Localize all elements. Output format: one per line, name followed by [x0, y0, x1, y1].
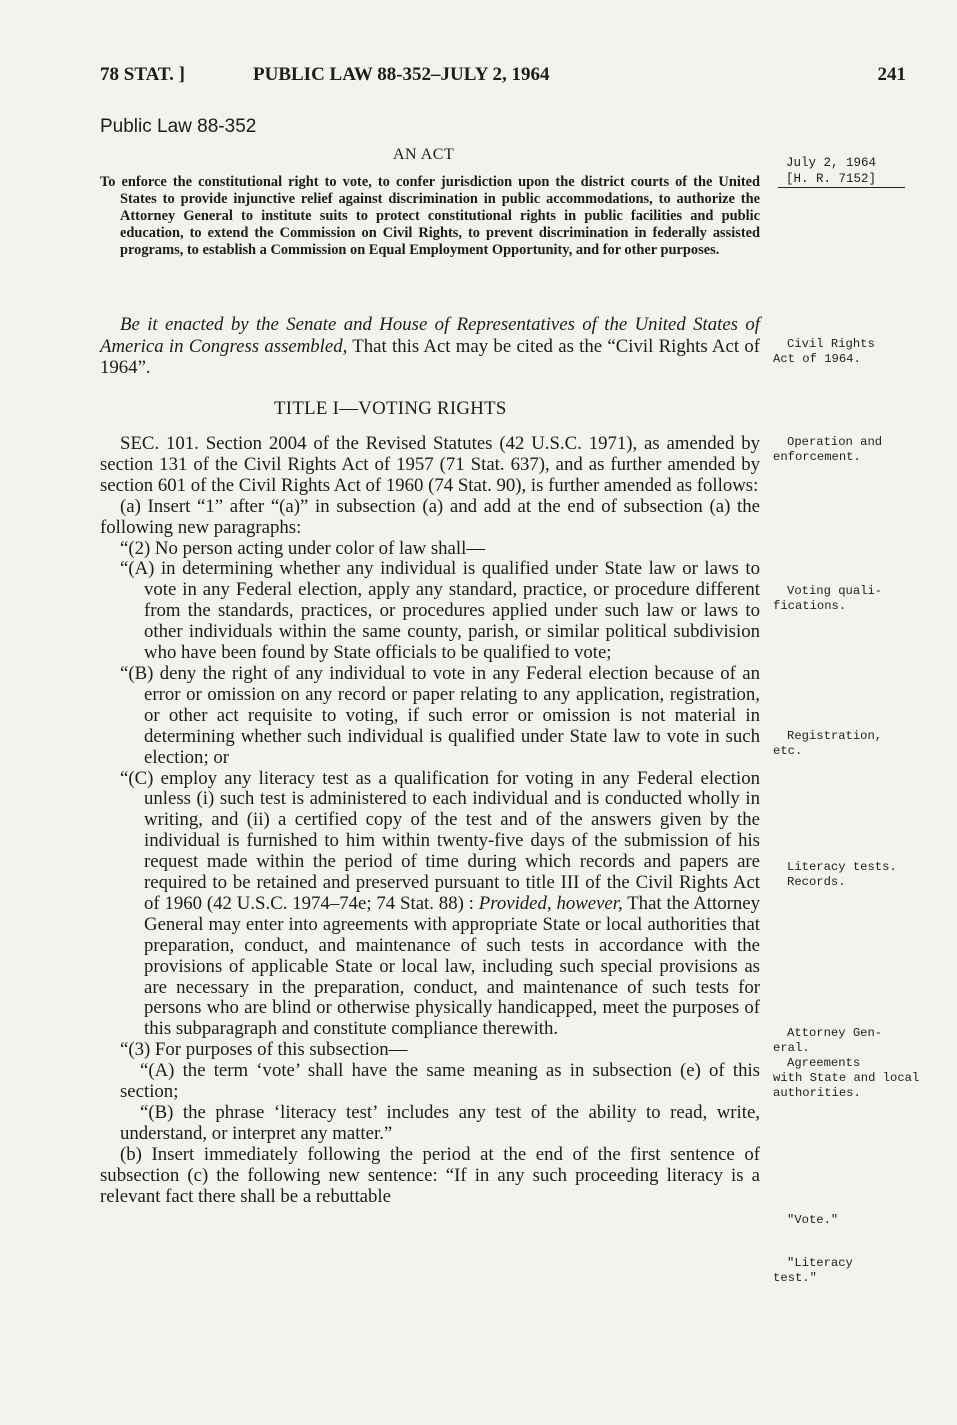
- margin-note-civil-rights: [773, 337, 923, 367]
- paragraph-2b: “(B) deny the right of any individual to vote in any Federal election because of an error or omission on any record or paper relating to any application, registration, or other act requisite to voting, if such error or omission is not material in determining whether such individual is qualified under State law to vote in such election; or: [120, 662, 760, 768]
- margin-note-literacy: [773, 860, 923, 890]
- margin-note-line: Agreements: [787, 1056, 861, 1070]
- paragraph-2a: “(A) in determining whether any individual is qualified under State law or laws to vote in any Federal election, apply any standard, practice, or procedure different from the standards, practices, or procedures applied under such law or laws to other individuals within the same county, parish, or similar political subdivision who have been found by State officials to be qualified to vote;: [120, 558, 760, 664]
- paragraph-2c-start: “(C) employ any literacy test as a qualification for voting in any Federal election unless (i) such test is administered to each individual and is conducted wholly in writing, and (ii) a certified copy of the test and of the answers given by the individual is furnished to him within twenty-five days of the submission of his request made within the period of time during which records and papers are required to be retained and preserved pursuant to title III of the Civil Rights Act of 1960 (42 U.S.C. 1974–74e; 74 Stat. 88) :: [120, 767, 760, 914]
- paragraph-3a: “(A) the term ‘vote’ shall have the same meaning as in subsection (e) of this section;: [120, 1060, 760, 1103]
- margin-note-line: Registration,: [787, 729, 883, 743]
- header-stat-ref: 78 STAT. ]: [100, 64, 185, 85]
- margin-note-vote: [773, 1213, 923, 1228]
- enacting-clause-rest: That this Act may be cited as the “Civil Rights Act of 1964”.: [100, 335, 760, 378]
- margin-note-line: Literacy tests.: [787, 860, 897, 874]
- margin-note-line: with State and: [773, 1071, 876, 1085]
- margin-note-voting: [773, 584, 923, 614]
- margin-note-registration: [773, 729, 923, 759]
- page-number: 241: [877, 64, 906, 85]
- margin-note-literacy-test: [773, 1256, 923, 1286]
- paragraph-b: (b) Insert immediately following the period at the end of the first sentence of subsection (c) the following new sentence: “If in any such proceeding literacy is a relevant fact there shall be a rebuttable: [100, 1143, 760, 1207]
- act-summary: [100, 174, 760, 259]
- act-summary-text: To enforce the constitutional right to vote, to confer jurisdiction upon the district courts of the United States to provide injunctive relief against discrimination in public accommodations, to authorize the Attorney General to institute suits to protect constitutional rights in public facilities and public education, to extend the Commission on Civil Rights, to prevent discrimination in federally assisted programs, to establish a Commission on Equal Employment Opportunity, and for other purposes.: [100, 174, 760, 258]
- margin-note-line: Operation and: [787, 435, 883, 449]
- margin-note-line: enforcement.: [773, 450, 861, 464]
- margin-note-line: "Vote.": [787, 1213, 839, 1227]
- paragraph-2c-proviso: Provided, however,: [478, 892, 623, 914]
- margin-note-line: Records.: [787, 875, 846, 889]
- header-title: PUBLIC LAW 88-352–JULY 2, 1964: [253, 64, 550, 85]
- margin-note-line: test.": [773, 1271, 817, 1285]
- margin-date-text: July 2, 1964: [786, 156, 877, 170]
- paragraph-2: “(2) No person acting under color of law shall—: [120, 537, 486, 559]
- margin-bill-number: [H. R. 7152]: [786, 172, 877, 186]
- paragraph-2c: [100, 769, 760, 1041]
- margin-note-line: local authorities.: [773, 1071, 920, 1100]
- margin-note-line: Attorney Gen-: [787, 1026, 883, 1040]
- an-act-heading: AN ACT: [393, 146, 455, 163]
- paragraph-a: (a) Insert “1” after “(a)” in subsection (a) and add at the end of subsection (a) the following new paragraphs:: [100, 495, 760, 538]
- margin-note-line: Civil Rights: [787, 337, 875, 351]
- section-101: SEC. 101. Section 2004 of the Revised Statutes (42 U.S.C. 1971), as amended by section 131 of the Civil Rights Act of 1957 (71 Stat. 637), and as further amended by section 601 of the Civil Rights Act of 1960 (74 Stat. 90), is further amended as follows:: [100, 433, 760, 496]
- public-law-number: Public Law 88-352: [100, 116, 257, 137]
- enacting-clause-italic: Be it enacted by the Senate and House of Representatives of the United States of America in Congress assembled,: [100, 314, 760, 357]
- paragraph-3b: “(B) the phrase ‘literacy test’ includes any test of the ability to read, write, understand, or interpret any matter.”: [120, 1102, 760, 1144]
- margin-note-line: Act of 1964.: [773, 352, 861, 366]
- margin-rule: [778, 187, 905, 188]
- enacting-clause: [100, 314, 760, 379]
- margin-note-line: Voting quali-: [787, 584, 883, 598]
- margin-note-operation: [773, 435, 923, 465]
- margin-note-line: eral.: [773, 1041, 810, 1055]
- margin-date: [786, 155, 876, 187]
- body-text: [100, 434, 760, 1208]
- margin-note-line: "Literacy: [787, 1256, 853, 1270]
- margin-note-attorney-general: [773, 1026, 923, 1101]
- margin-note-line: etc.: [773, 744, 803, 758]
- paragraph-3: “(3) For purposes of this subsection—: [120, 1039, 408, 1061]
- title-heading: TITLE I—VOTING RIGHTS: [274, 398, 507, 419]
- paragraph-2c-end: That the Attorney General may enter into agreements with appropriate State or local authorities that preparation, conduct, and maintenance of such tests in accordance with the provisions of applicable State or local law, including such special provisions as are necessary in the preparation, conduct, and maintenance of such tests for persons who are blind or otherwise physically handicapped, meet the purposes of this subparagraph and constitute compliance therewith.: [144, 892, 761, 1040]
- margin-note-line: fications.: [773, 599, 847, 613]
- running-header: [100, 64, 906, 92]
